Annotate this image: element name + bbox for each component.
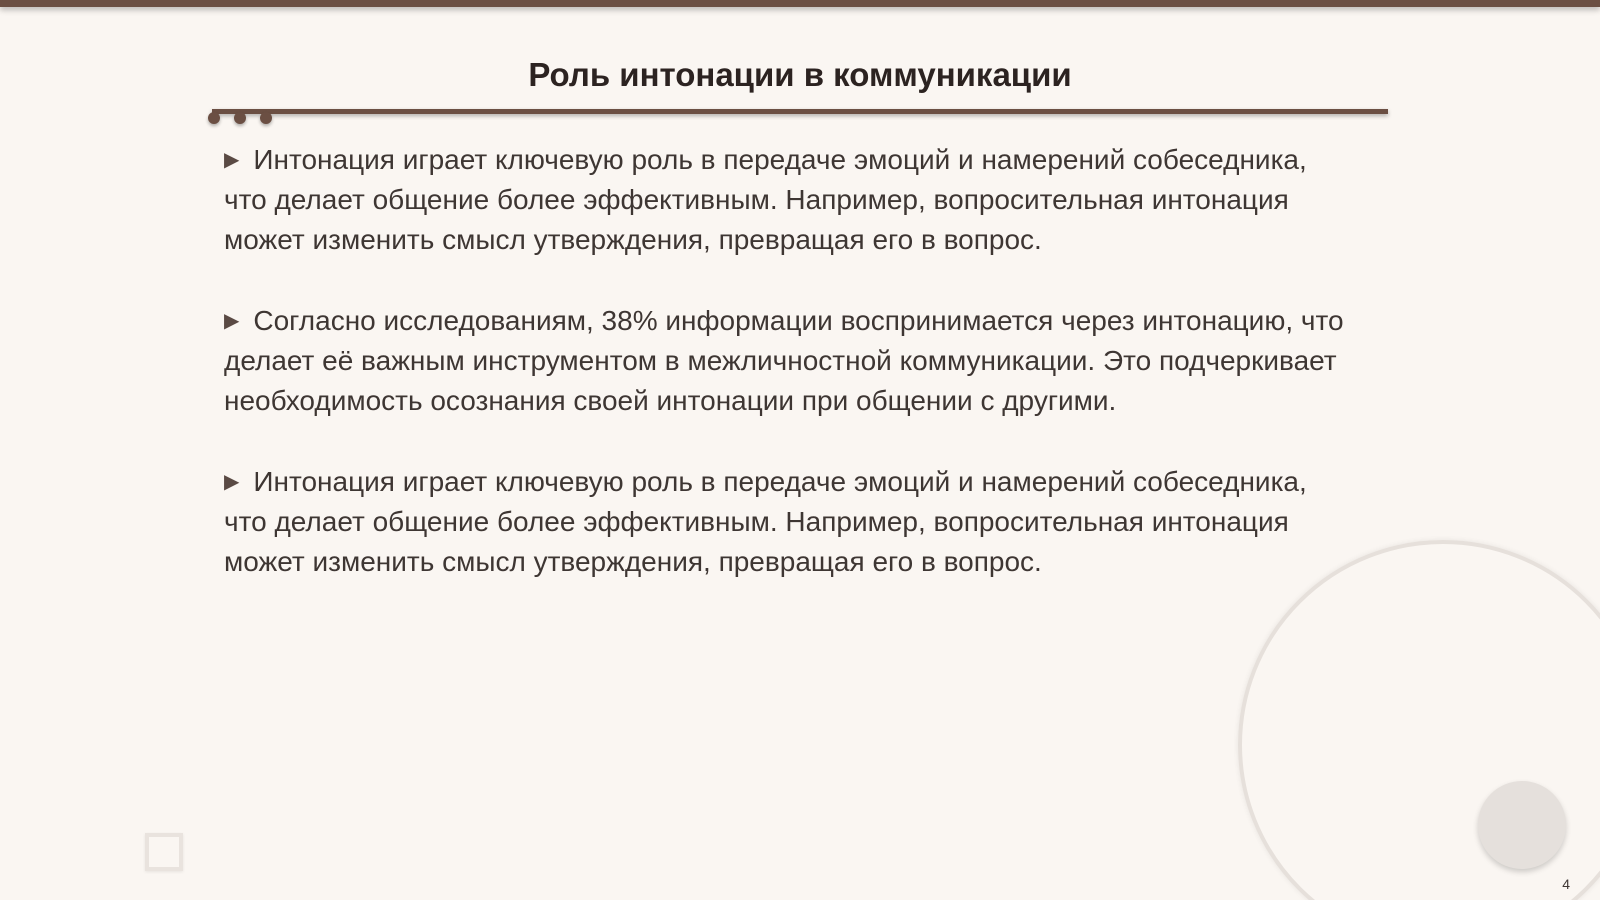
top-accent-bar (0, 0, 1600, 7)
bullet-paragraph (224, 140, 1354, 260)
bullet-list (224, 140, 1354, 623)
bullet-paragraph (224, 301, 1354, 421)
paragraph-text: Интонация играет ключевую роль в передаче эмоций и намерений собеседника, что делает общение более эффективным. Например, вопросительная интонация может изменить смысл утверждения, превращая его в вопрос. (224, 144, 1307, 255)
paragraph-text: Интонация играет ключевую роль в передаче эмоций и намерений собеседника, что делает общение более эффективным. Например, вопросительная интонация может изменить смысл утверждения, превращая его в вопрос. (224, 466, 1307, 577)
decorative-square (145, 833, 183, 871)
bullet-paragraph (224, 462, 1354, 582)
slide-title: Роль интонации в коммуникации (528, 56, 1072, 93)
decorative-dot (208, 112, 220, 124)
triangle-bullet-icon: ▶ (224, 310, 240, 332)
decorative-disc (1478, 781, 1566, 869)
triangle-bullet-icon: ▶ (224, 149, 240, 171)
page-number: 4 (1562, 876, 1570, 892)
title-underline (212, 109, 1388, 114)
paragraph-text: Согласно исследованиям, 38% информации воспринимается через интонацию, что делает её важным инструментом в межличностной коммуникации. Это подчеркивает необходимость осознания своей интонации при общении с другими. (224, 305, 1344, 416)
triangle-bullet-icon: ▶ (224, 471, 240, 493)
decorative-dot (234, 112, 246, 124)
decorative-dot (260, 112, 272, 124)
